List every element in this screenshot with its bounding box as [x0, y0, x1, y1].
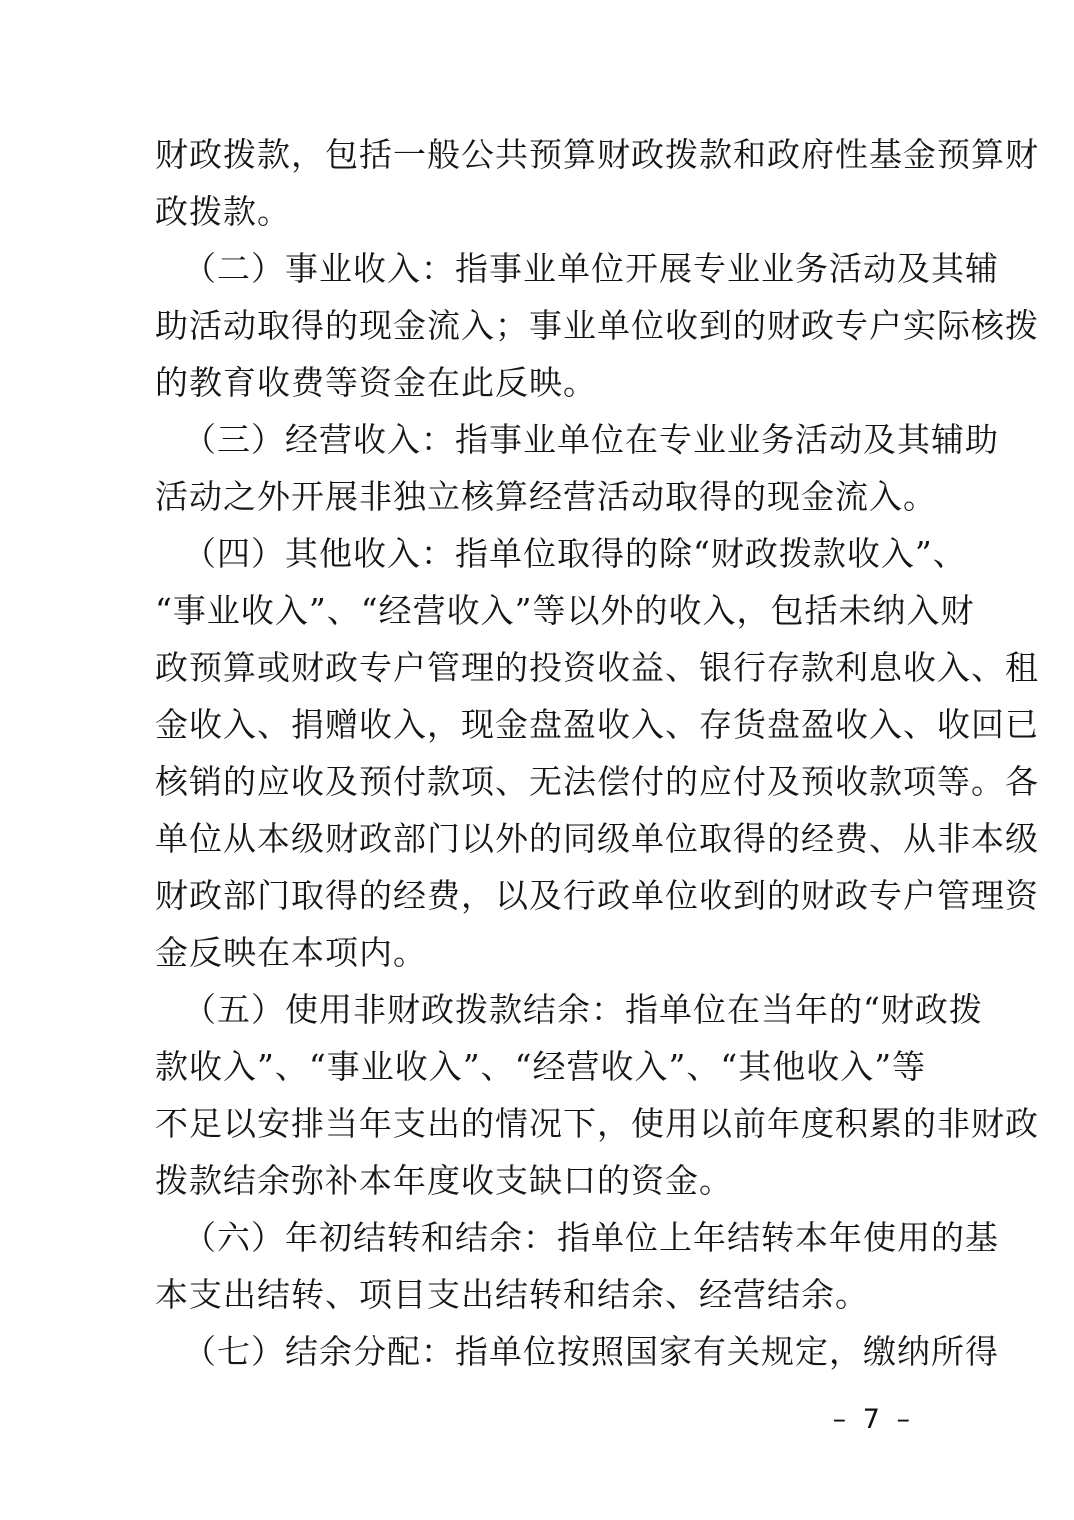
body-line: 单位从本级财政部门以外的同级单位取得的经费、从非本级: [155, 819, 1039, 858]
body-line: “事业收入”、“经营收入”等以外的收入，包括未纳入财: [155, 591, 975, 630]
body-line: （二）事业收入：指事业单位开展专业业务活动及其辅: [183, 249, 999, 288]
body-line: 政预算或财政专户管理的投资收益、银行存款利息收入、租: [155, 648, 1039, 687]
body-line: 财政部门取得的经费，以及行政单位收到的财政专户管理资: [155, 876, 1039, 915]
body-line: 金收入、捐赠收入，现金盘盈收入、存货盘盈收入、收回已: [155, 705, 1039, 744]
body-line: 财政拨款，包括一般公共预算财政拨款和政府性基金预算财: [155, 135, 1039, 174]
body-line: 政拨款。: [155, 192, 291, 231]
body-line: （七）结余分配：指单位按照国家有关规定，缴纳所得: [183, 1332, 999, 1371]
body-line: （六）年初结转和结余：指单位上年结转本年使用的基: [183, 1218, 999, 1257]
body-line: 本支出结转、项目支出结转和结余、经营结余。: [155, 1275, 869, 1314]
document-body: [155, 126, 1039, 1380]
body-line: 款收入”、“事业收入”、“经营收入”、“其他收入”等: [155, 1047, 927, 1086]
body-line: 核销的应收及预付款项、无法偿付的应付及预收款项等。各: [155, 762, 1039, 801]
body-line: 拨款结余弥补本年度收支缺口的资金。: [155, 1161, 733, 1200]
body-line: 活动之外开展非独立核算经营活动取得的现金流入。: [155, 477, 937, 516]
body-line: （三）经营收入：指事业单位在专业业务活动及其辅助: [183, 420, 999, 459]
body-line: 金反映在本项内。: [155, 933, 427, 972]
body-line: 的教育收费等资金在此反映。: [155, 363, 597, 402]
body-line: （五）使用非财政拨款结余：指单位在当年的“财政拨: [183, 990, 983, 1029]
body-line: （四）其他收入：指单位取得的除“财政拨款收入”、: [183, 534, 967, 573]
page-number: – 7 –: [832, 1404, 914, 1435]
body-line: 助活动取得的现金流入；事业单位收到的财政专户实际核拨: [155, 306, 1039, 345]
body-line: 不足以安排当年支出的情况下，使用以前年度积累的非财政: [155, 1104, 1039, 1143]
